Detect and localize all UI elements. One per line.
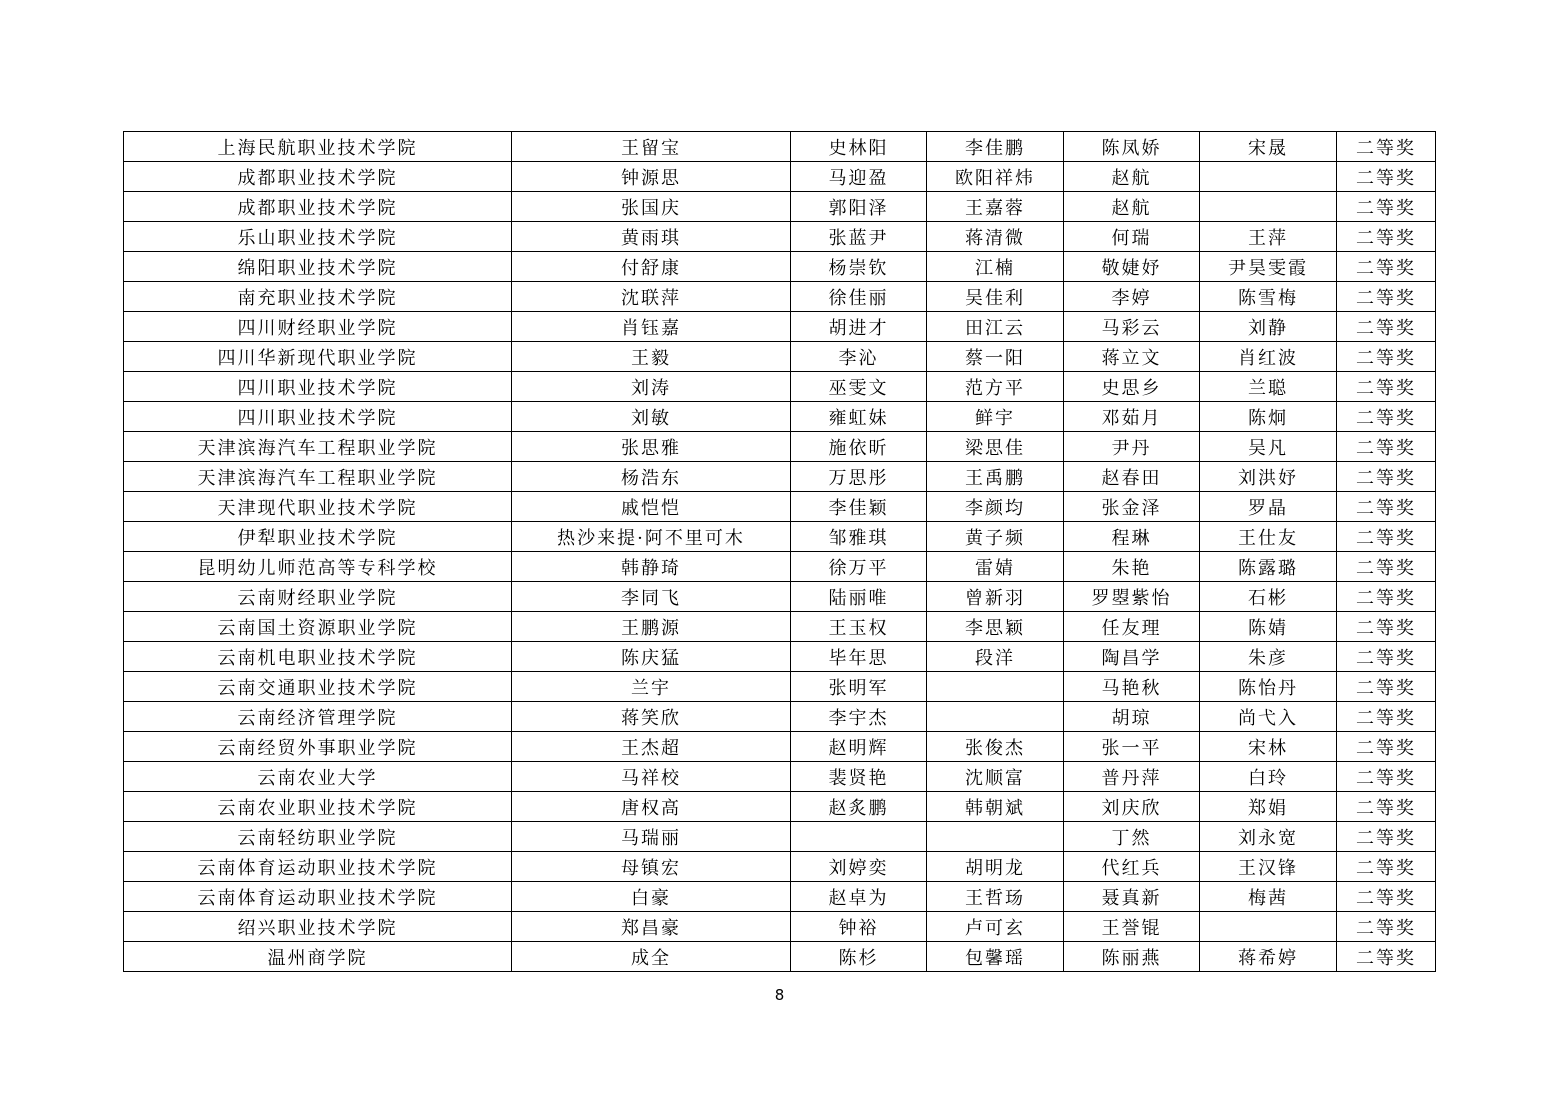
award-table xyxy=(123,131,1436,972)
advisor-1-cell: 赵航 xyxy=(1064,192,1200,222)
student-2-cell: 邹雅琪 xyxy=(791,522,927,552)
advisor-2-cell: 郑娟 xyxy=(1200,792,1337,822)
student-1-cell: 刘涛 xyxy=(512,372,791,402)
student-3-cell: 卢可玄 xyxy=(927,912,1064,942)
student-2-cell: 胡进才 xyxy=(791,312,927,342)
student-1-cell: 白豪 xyxy=(512,882,791,912)
student-2-cell: 王玉权 xyxy=(791,612,927,642)
school-cell: 四川职业技术学院 xyxy=(124,402,512,432)
table-row xyxy=(124,402,1436,432)
school-cell: 四川财经职业学院 xyxy=(124,312,512,342)
award-cell: 二等奖 xyxy=(1337,132,1436,162)
school-cell: 绵阳职业技术学院 xyxy=(124,252,512,282)
table-row xyxy=(124,552,1436,582)
advisor-2-cell: 朱彦 xyxy=(1200,642,1337,672)
student-2-cell: 陆丽唯 xyxy=(791,582,927,612)
school-cell: 温州商学院 xyxy=(124,942,512,972)
advisor-1-cell: 张一平 xyxy=(1064,732,1200,762)
advisor-1-cell: 罗曌紫怡 xyxy=(1064,582,1200,612)
student-3-cell: 欧阳祥炜 xyxy=(927,162,1064,192)
student-1-cell: 张国庆 xyxy=(512,192,791,222)
student-2-cell: 刘婷奕 xyxy=(791,852,927,882)
table-row xyxy=(124,222,1436,252)
school-cell: 四川华新现代职业学院 xyxy=(124,342,512,372)
advisor-1-cell: 聂真新 xyxy=(1064,882,1200,912)
student-2-cell: 赵卓为 xyxy=(791,882,927,912)
advisor-1-cell: 尹丹 xyxy=(1064,432,1200,462)
student-3-cell: 曾新羽 xyxy=(927,582,1064,612)
student-2-cell: 毕年思 xyxy=(791,642,927,672)
school-cell: 云南经济管理学院 xyxy=(124,702,512,732)
school-cell: 天津现代职业技术学院 xyxy=(124,492,512,522)
student-3-cell: 李颜均 xyxy=(927,492,1064,522)
advisor-1-cell: 程琳 xyxy=(1064,522,1200,552)
award-cell: 二等奖 xyxy=(1337,942,1436,972)
table-row xyxy=(124,162,1436,192)
advisor-2-cell xyxy=(1200,912,1337,942)
table-row xyxy=(124,132,1436,162)
advisor-2-cell: 尹昊雯霞 xyxy=(1200,252,1337,282)
advisor-1-cell: 蒋立文 xyxy=(1064,342,1200,372)
school-cell: 伊犁职业技术学院 xyxy=(124,522,512,552)
student-1-cell: 戚恺恺 xyxy=(512,492,791,522)
advisor-2-cell: 梅茜 xyxy=(1200,882,1337,912)
table-row xyxy=(124,342,1436,372)
advisor-2-cell: 陈怡丹 xyxy=(1200,672,1337,702)
award-cell: 二等奖 xyxy=(1337,402,1436,432)
advisor-1-cell: 朱艳 xyxy=(1064,552,1200,582)
advisor-1-cell: 赵春田 xyxy=(1064,462,1200,492)
advisor-2-cell: 陈炯 xyxy=(1200,402,1337,432)
student-1-cell: 李同飞 xyxy=(512,582,791,612)
advisor-2-cell: 陈婧 xyxy=(1200,612,1337,642)
student-3-cell: 江楠 xyxy=(927,252,1064,282)
student-3-cell xyxy=(927,702,1064,732)
student-3-cell: 雷婧 xyxy=(927,552,1064,582)
student-2-cell: 巫雯文 xyxy=(791,372,927,402)
table-row xyxy=(124,432,1436,462)
advisor-2-cell: 白玲 xyxy=(1200,762,1337,792)
table-row xyxy=(124,702,1436,732)
table-row xyxy=(124,792,1436,822)
school-cell: 南充职业技术学院 xyxy=(124,282,512,312)
student-2-cell: 徐万平 xyxy=(791,552,927,582)
table-row xyxy=(124,642,1436,672)
advisor-2-cell: 宋晟 xyxy=(1200,132,1337,162)
award-cell: 二等奖 xyxy=(1337,702,1436,732)
student-2-cell: 李宇杰 xyxy=(791,702,927,732)
award-cell: 二等奖 xyxy=(1337,582,1436,612)
school-cell: 云南农业职业技术学院 xyxy=(124,792,512,822)
school-cell: 天津滨海汽车工程职业学院 xyxy=(124,462,512,492)
student-1-cell: 母镇宏 xyxy=(512,852,791,882)
table-row xyxy=(124,282,1436,312)
advisor-2-cell: 陈雪梅 xyxy=(1200,282,1337,312)
advisor-1-cell: 丁然 xyxy=(1064,822,1200,852)
student-1-cell: 王留宝 xyxy=(512,132,791,162)
table-row xyxy=(124,312,1436,342)
advisor-2-cell: 刘洪妤 xyxy=(1200,462,1337,492)
student-3-cell: 王嘉蓉 xyxy=(927,192,1064,222)
school-cell: 云南交通职业技术学院 xyxy=(124,672,512,702)
student-1-cell: 肖钰嘉 xyxy=(512,312,791,342)
school-cell: 成都职业技术学院 xyxy=(124,192,512,222)
student-3-cell: 王哲玚 xyxy=(927,882,1064,912)
advisor-2-cell: 王汉锋 xyxy=(1200,852,1337,882)
advisor-1-cell: 胡琼 xyxy=(1064,702,1200,732)
advisor-1-cell: 陈丽燕 xyxy=(1064,942,1200,972)
student-1-cell: 杨浩东 xyxy=(512,462,791,492)
student-3-cell: 田江云 xyxy=(927,312,1064,342)
advisor-2-cell: 石彬 xyxy=(1200,582,1337,612)
award-cell: 二等奖 xyxy=(1337,732,1436,762)
advisor-2-cell: 刘静 xyxy=(1200,312,1337,342)
advisor-2-cell: 王仕友 xyxy=(1200,522,1337,552)
advisor-1-cell: 代红兵 xyxy=(1064,852,1200,882)
table-row xyxy=(124,882,1436,912)
student-3-cell: 胡明龙 xyxy=(927,852,1064,882)
student-1-cell: 唐权高 xyxy=(512,792,791,822)
school-cell: 乐山职业技术学院 xyxy=(124,222,512,252)
table-row xyxy=(124,672,1436,702)
student-2-cell: 雍虹妹 xyxy=(791,402,927,432)
student-1-cell: 蒋笑欣 xyxy=(512,702,791,732)
advisor-1-cell: 李婷 xyxy=(1064,282,1200,312)
student-1-cell: 成全 xyxy=(512,942,791,972)
student-2-cell: 李佳颖 xyxy=(791,492,927,522)
advisor-1-cell: 马彩云 xyxy=(1064,312,1200,342)
student-3-cell: 鲜宇 xyxy=(927,402,1064,432)
student-1-cell: 王鹏源 xyxy=(512,612,791,642)
award-cell: 二等奖 xyxy=(1337,612,1436,642)
award-cell: 二等奖 xyxy=(1337,522,1436,552)
student-3-cell: 蒋清微 xyxy=(927,222,1064,252)
student-3-cell: 王禹鹏 xyxy=(927,462,1064,492)
advisor-1-cell: 普丹萍 xyxy=(1064,762,1200,792)
table-row xyxy=(124,582,1436,612)
table-row xyxy=(124,822,1436,852)
school-cell: 云南财经职业学院 xyxy=(124,582,512,612)
student-1-cell: 王毅 xyxy=(512,342,791,372)
award-cell: 二等奖 xyxy=(1337,432,1436,462)
student-3-cell xyxy=(927,672,1064,702)
award-cell: 二等奖 xyxy=(1337,762,1436,792)
student-3-cell: 黄子频 xyxy=(927,522,1064,552)
student-3-cell xyxy=(927,822,1064,852)
student-2-cell: 陈杉 xyxy=(791,942,927,972)
student-1-cell: 郑昌豪 xyxy=(512,912,791,942)
advisor-1-cell: 陈凤娇 xyxy=(1064,132,1200,162)
table-row xyxy=(124,462,1436,492)
student-2-cell: 钟裕 xyxy=(791,912,927,942)
award-cell: 二等奖 xyxy=(1337,882,1436,912)
student-2-cell: 李沁 xyxy=(791,342,927,372)
advisor-1-cell: 邓茹月 xyxy=(1064,402,1200,432)
student-1-cell: 张思雅 xyxy=(512,432,791,462)
student-1-cell: 韩静琦 xyxy=(512,552,791,582)
school-cell: 天津滨海汽车工程职业学院 xyxy=(124,432,512,462)
student-2-cell xyxy=(791,822,927,852)
award-cell: 二等奖 xyxy=(1337,372,1436,402)
advisor-2-cell: 兰聪 xyxy=(1200,372,1337,402)
advisor-1-cell: 敬婕妤 xyxy=(1064,252,1200,282)
award-cell: 二等奖 xyxy=(1337,912,1436,942)
table-row xyxy=(124,492,1436,522)
advisor-1-cell: 陶昌学 xyxy=(1064,642,1200,672)
school-cell: 四川职业技术学院 xyxy=(124,372,512,402)
award-cell: 二等奖 xyxy=(1337,192,1436,222)
table-row xyxy=(124,372,1436,402)
school-cell: 成都职业技术学院 xyxy=(124,162,512,192)
student-2-cell: 裴贤艳 xyxy=(791,762,927,792)
award-cell: 二等奖 xyxy=(1337,792,1436,822)
advisor-2-cell: 宋林 xyxy=(1200,732,1337,762)
student-3-cell: 吴佳利 xyxy=(927,282,1064,312)
school-cell: 云南体育运动职业技术学院 xyxy=(124,882,512,912)
table-row xyxy=(124,732,1436,762)
table-row xyxy=(124,192,1436,222)
student-1-cell: 王杰超 xyxy=(512,732,791,762)
student-2-cell: 史林阳 xyxy=(791,132,927,162)
student-1-cell: 付舒康 xyxy=(512,252,791,282)
table-row xyxy=(124,522,1436,552)
student-1-cell: 黄雨琪 xyxy=(512,222,791,252)
student-1-cell: 陈庆猛 xyxy=(512,642,791,672)
award-cell: 二等奖 xyxy=(1337,312,1436,342)
student-2-cell: 万思彤 xyxy=(791,462,927,492)
school-cell: 云南轻纺职业学院 xyxy=(124,822,512,852)
student-2-cell: 徐佳丽 xyxy=(791,282,927,312)
student-3-cell: 李佳鹏 xyxy=(927,132,1064,162)
award-cell: 二等奖 xyxy=(1337,162,1436,192)
advisor-2-cell xyxy=(1200,192,1337,222)
school-cell: 云南机电职业技术学院 xyxy=(124,642,512,672)
advisor-1-cell: 刘庆欣 xyxy=(1064,792,1200,822)
table-row xyxy=(124,942,1436,972)
award-cell: 二等奖 xyxy=(1337,642,1436,672)
advisor-2-cell: 吴凡 xyxy=(1200,432,1337,462)
advisor-2-cell: 刘永宽 xyxy=(1200,822,1337,852)
student-2-cell: 张明军 xyxy=(791,672,927,702)
advisor-2-cell: 肖红波 xyxy=(1200,342,1337,372)
student-2-cell: 杨崇钦 xyxy=(791,252,927,282)
student-2-cell: 施依昕 xyxy=(791,432,927,462)
award-cell: 二等奖 xyxy=(1337,852,1436,882)
student-2-cell: 赵明辉 xyxy=(791,732,927,762)
school-cell: 云南经贸外事职业学院 xyxy=(124,732,512,762)
award-cell: 二等奖 xyxy=(1337,252,1436,282)
advisor-2-cell: 蒋希婷 xyxy=(1200,942,1337,972)
award-cell: 二等奖 xyxy=(1337,222,1436,252)
advisor-1-cell: 史思乡 xyxy=(1064,372,1200,402)
award-cell: 二等奖 xyxy=(1337,672,1436,702)
school-cell: 云南体育运动职业技术学院 xyxy=(124,852,512,882)
advisor-2-cell: 王萍 xyxy=(1200,222,1337,252)
student-1-cell: 马祥校 xyxy=(512,762,791,792)
table-row xyxy=(124,762,1436,792)
award-table-body xyxy=(124,132,1436,972)
student-1-cell: 马瑞丽 xyxy=(512,822,791,852)
student-1-cell: 沈联萍 xyxy=(512,282,791,312)
school-cell: 昆明幼儿师范高等专科学校 xyxy=(124,552,512,582)
advisor-2-cell xyxy=(1200,162,1337,192)
student-1-cell: 钟源思 xyxy=(512,162,791,192)
advisor-2-cell: 陈露璐 xyxy=(1200,552,1337,582)
advisor-1-cell: 赵航 xyxy=(1064,162,1200,192)
advisor-2-cell: 尚弋入 xyxy=(1200,702,1337,732)
school-cell: 绍兴职业技术学院 xyxy=(124,912,512,942)
student-3-cell: 沈顺富 xyxy=(927,762,1064,792)
student-3-cell: 李思颖 xyxy=(927,612,1064,642)
award-cell: 二等奖 xyxy=(1337,492,1436,522)
student-1-cell: 刘敏 xyxy=(512,402,791,432)
table-row xyxy=(124,852,1436,882)
student-2-cell: 郭阳泽 xyxy=(791,192,927,222)
award-cell: 二等奖 xyxy=(1337,342,1436,372)
page-number: 8 xyxy=(774,986,785,1004)
advisor-1-cell: 何瑞 xyxy=(1064,222,1200,252)
advisor-1-cell: 王誉锟 xyxy=(1064,912,1200,942)
student-3-cell: 段洋 xyxy=(927,642,1064,672)
advisor-1-cell: 任友理 xyxy=(1064,612,1200,642)
advisor-2-cell: 罗晶 xyxy=(1200,492,1337,522)
award-cell: 二等奖 xyxy=(1337,462,1436,492)
award-cell: 二等奖 xyxy=(1337,822,1436,852)
school-cell: 上海民航职业技术学院 xyxy=(124,132,512,162)
award-cell: 二等奖 xyxy=(1337,282,1436,312)
student-3-cell: 蔡一阳 xyxy=(927,342,1064,372)
student-2-cell: 马迎盈 xyxy=(791,162,927,192)
school-cell: 云南农业大学 xyxy=(124,762,512,792)
student-2-cell: 赵炙鹏 xyxy=(791,792,927,822)
table-row xyxy=(124,912,1436,942)
table-row xyxy=(124,612,1436,642)
student-3-cell: 梁思佳 xyxy=(927,432,1064,462)
student-3-cell: 张俊杰 xyxy=(927,732,1064,762)
student-3-cell: 韩朝斌 xyxy=(927,792,1064,822)
student-3-cell: 包馨瑶 xyxy=(927,942,1064,972)
advisor-1-cell: 张金泽 xyxy=(1064,492,1200,522)
student-1-cell: 兰宇 xyxy=(512,672,791,702)
student-2-cell: 张蓝尹 xyxy=(791,222,927,252)
advisor-1-cell: 马艳秋 xyxy=(1064,672,1200,702)
student-1-cell: 热沙来提·阿不里可木 xyxy=(512,522,791,552)
school-cell: 云南国土资源职业学院 xyxy=(124,612,512,642)
award-cell: 二等奖 xyxy=(1337,552,1436,582)
table-row xyxy=(124,252,1436,282)
student-3-cell: 范方平 xyxy=(927,372,1064,402)
